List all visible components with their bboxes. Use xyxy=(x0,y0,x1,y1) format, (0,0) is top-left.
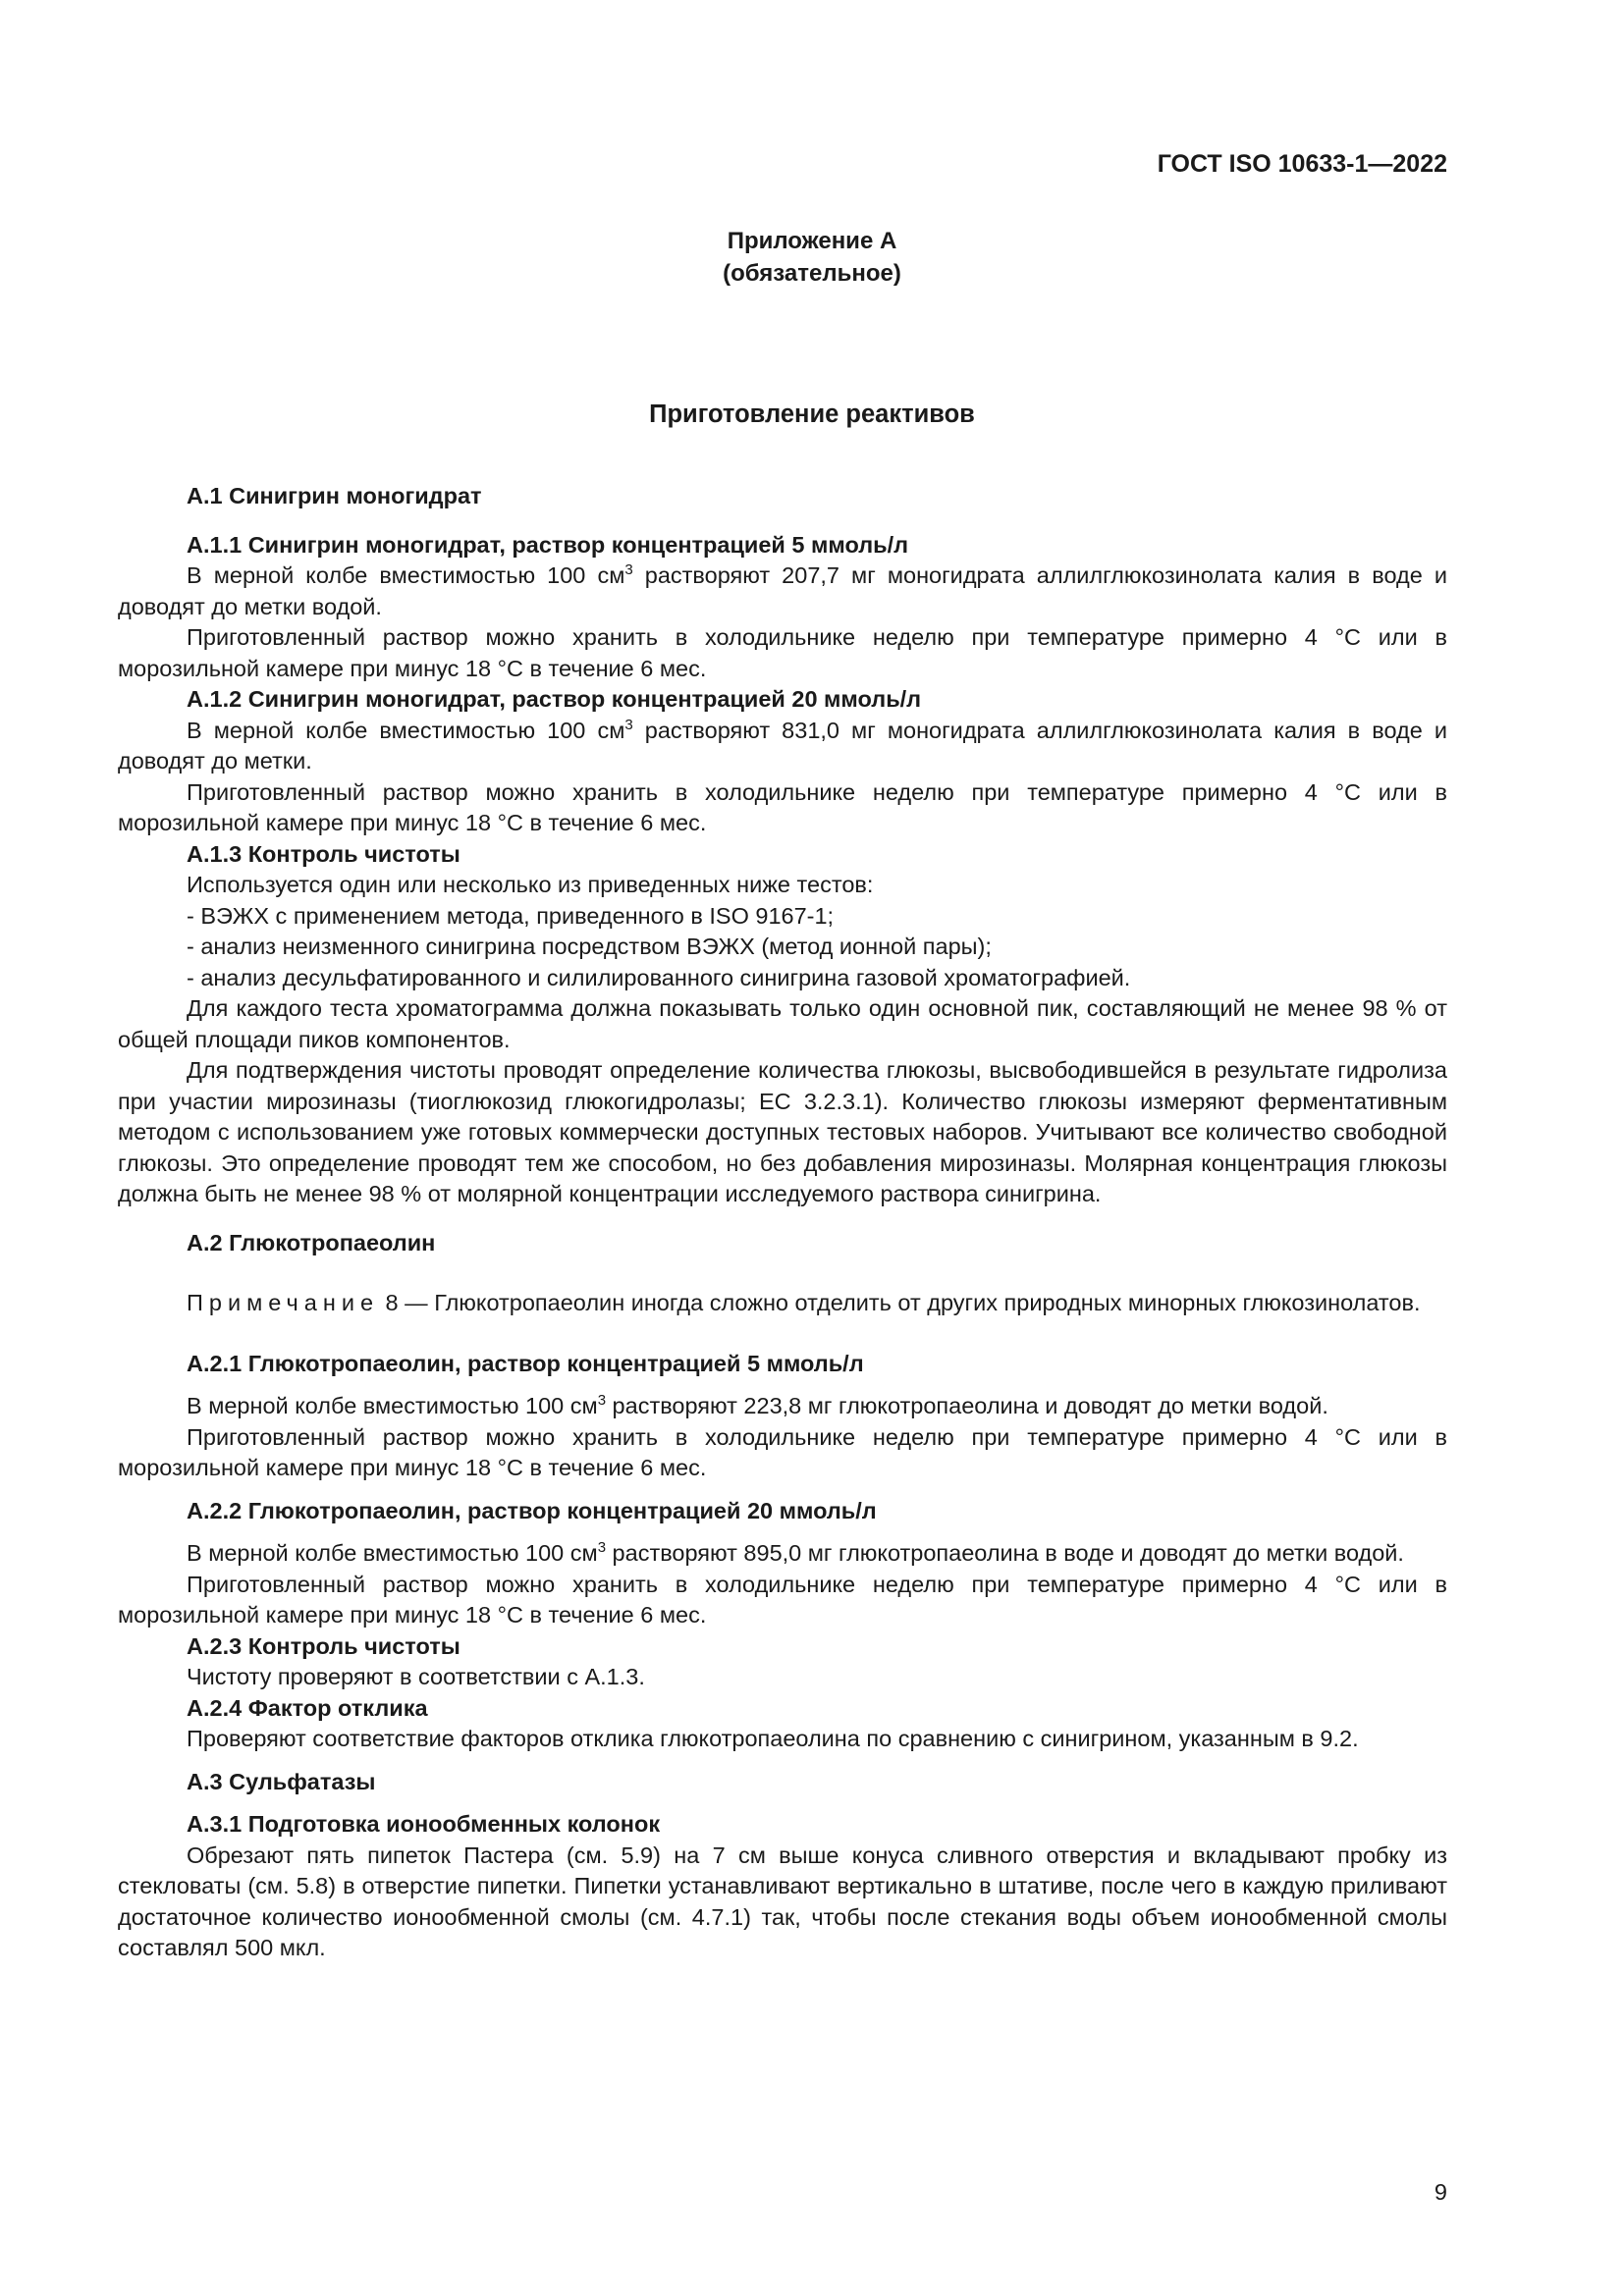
list-item: - ВЭЖХ с применением метода, приведенного в ISO 9167-1; xyxy=(187,902,835,929)
annex-title: Приготовление реактивов xyxy=(649,400,975,428)
paragraph: Приготовленный раствор можно хранить в холодильнике неделю при температуре примерно 4 °С или в морозильной камере при минус 18 °С в течение 6 мес. xyxy=(118,624,1447,681)
paragraph: Приготовленный раствор можно хранить в холодильнике неделю при температуре примерно 4 °С или в морозильной камере при минус 18 °С в течение 6 мес. xyxy=(118,1571,1447,1628)
paragraph: Для подтверждения чистоты проводят определение количества глюкозы, высвободившейся в результате гидролиза при участии мирозиназы (тиоглюкозид глюкогидролазы; ЕС 3.2.3.1). Количество глюкозы измеряют ферментативным методом с использованием уже готовых коммерчески доступных тестовых наборов. Учитывают все количество свободной глюкозы. Это определение проводят тем же способом, но без добавления мирозиназы. Молярная концентрация глюкозы должна быть не менее 98 % от молярной концентрации исследуемого раствора синигрина. xyxy=(118,1057,1447,1206)
section-heading: А.1 Синигрин моногидрат xyxy=(187,483,482,508)
paragraph: Чистоту проверяют в соответствии с А.1.3. xyxy=(187,1664,645,1689)
subsection-heading: А.1.3 Контроль чистоты xyxy=(187,840,460,867)
paragraph: Для каждого теста хроматограмма должна показывать только один основной пик, составляющий не менее 98 % от общей площади пиков компонентов. xyxy=(118,995,1447,1052)
list-item: - анализ десульфатированного и силилированного синигрина газовой хроматографией. xyxy=(187,964,1131,990)
subsection-heading: А.2.2 Глюкотропаеолин, раствор концентрацией 20 ммоль/л xyxy=(187,1497,877,1523)
note-label: Примечание xyxy=(187,1290,380,1315)
annex-status: (обязательное) xyxy=(723,260,901,287)
paragraph: Приготовленный раствор можно хранить в холодильнике неделю при температуре примерно 4 °С или в морозильной камере при минус 18 °С в течение 6 мес. xyxy=(118,1423,1447,1480)
paragraph: В мерной колбе вместимостью 100 $см^3$ растворяют 831,0 мг моногидрата аллилглюкозинолата калия в воде и доводят до метки. xyxy=(118,716,1447,774)
subsection-heading: А.1.1 Синигрин моногидрат, раствор концентрацией 5 ммоль/л xyxy=(187,531,909,558)
note: Примечание 8 — Глюкотропаеолин иногда сложно отделить от других природных минорных глюкозинолатов. xyxy=(187,1290,1421,1315)
annex-heading xyxy=(0,225,1624,290)
section-heading: А.2 Глюкотропаеолин xyxy=(187,1229,436,1255)
paragraph: В мерной колбе вместимостью 100 $см^3$ растворяют 895,0 мг глюкотропаеолина в воде и доводят до метки водой. xyxy=(187,1539,1404,1566)
subsection-heading: А.2.4 Фактор отклика xyxy=(187,1694,428,1721)
paragraph: В мерной колбе вместимостью 100 $см^3$ растворяют 207,7 мг моногидрата аллилглюкозинолата калия в воде и доводят до метки водой. xyxy=(118,561,1447,619)
subsection-heading: А.2.3 Контроль чистоты xyxy=(187,1632,460,1659)
paragraph: Используется один или несколько из приведенных ниже тестов: xyxy=(187,872,874,897)
list-item: - анализ неизменного синигрина посредством ВЭЖХ (метод ионной пары); xyxy=(187,934,992,959)
annex-label: Приложение А xyxy=(727,228,897,254)
paragraph: В мерной колбе вместимостью 100 $см^3$ растворяют 223,8 мг глюкотропаеолина и доводят до метки водой. xyxy=(187,1392,1328,1418)
page-number: 9 xyxy=(1434,2179,1447,2205)
paragraph: Приготовленный раствор можно хранить в холодильнике неделю при температуре примерно 4 °С или в морозильной камере при минус 18 °С в течение 6 мес. xyxy=(118,778,1447,835)
paragraph: Проверяют соответствие факторов отклика глюкотропаеолина по сравнению с синигрином, указанным в 9.2. xyxy=(187,1726,1359,1751)
document-body xyxy=(118,481,1447,1964)
subsection-heading: А.1.2 Синигрин моногидрат, раствор концентрацией 20 ммоль/л xyxy=(187,686,922,712)
subsection-heading: А.2.1 Глюкотропаеолин, раствор концентрацией 5 ммоль/л xyxy=(187,1350,864,1376)
paragraph: Обрезают пять пипеток Пастера (см. 5.9) на 7 см выше конуса сливного отверстия и вкладывают пробку из стекловаты (см. 5.8) в отверстие пипетки. Пипетки устанавливают вертикально в штативе, после чего в каждую приливают достаточное количество ионообменной смолы (см. 4.7.1) так, чтобы после стекания воды объем ионообменной смолы составлял 500 мкл. xyxy=(118,1842,1447,1960)
subsection-heading: А.3.1 Подготовка ионообменных колонок xyxy=(187,1811,661,1837)
document-number: ГОСТ ISO 10633-1—2022 xyxy=(1157,150,1447,178)
section-heading: А.3 Сульфатазы xyxy=(187,1768,376,1794)
